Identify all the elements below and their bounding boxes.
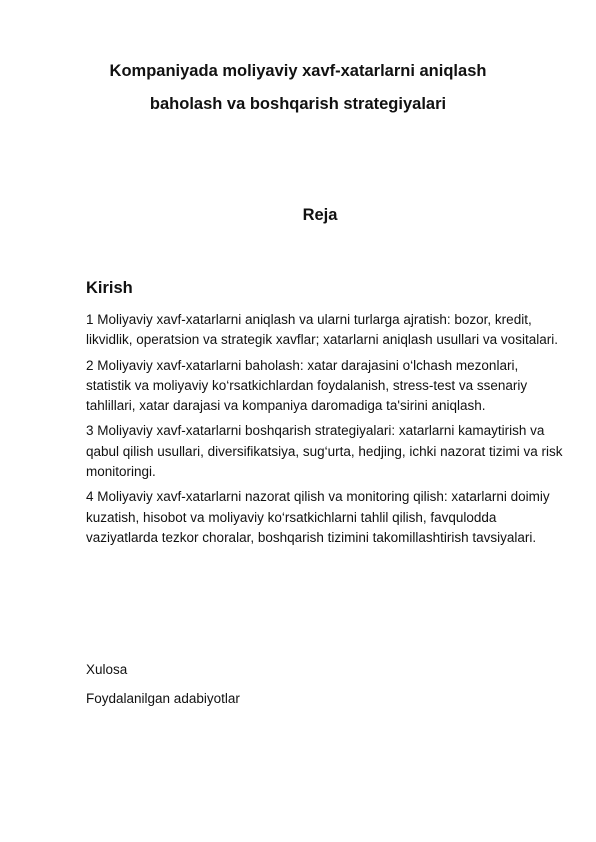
conclusion-item: Xulosa <box>86 662 128 677</box>
intro-heading: Kirish <box>86 279 133 297</box>
plan-item-3: 3 Moliyaviy xavf-xatarlarni boshqarish strategiyalari: xatarlarni kamaytirish va qabul qilish usullari, diversifikatsiya, sug‘urta, hedjing, ichki nazorat tizimi va risk monitoringi. <box>86 423 563 480</box>
plan-item-2: 2 Moliyaviy xavf-xatarlarni baholash: xatar darajasini o‘lchash mezonlari, statistik va moliyaviy ko‘rsatkichlardan foydalanish, stress-test va ssenariy tahlillari, xatar darajasi va kompaniya daromadiga ta'sirini aniqlash. <box>86 357 528 414</box>
document-title-line-2: baholash va boshqarish strategiyalari <box>149 95 447 113</box>
plan-item-list <box>86 310 564 553</box>
plan-item-1: 1 Moliyaviy xavf-xatarlarni aniqlash va ularni turlarga ajratish: bozor, kredit, likvidlik, operatsion va strategik xavflar; xatarlarni aniqlash usullari va vositalari. <box>86 312 558 348</box>
document-title-line-1: Kompaniyada moliyaviy xavf-xatarlarni aniqlash <box>109 62 487 80</box>
plan-item-4: 4 Moliyaviy xavf-xatarlarni nazorat qilish va monitoring qilish: xatarlarni doimiy kuzatish, hisobot va moliyaviy ko‘rsatkichlarni tahlil qilish, favqulodda vaziyatlarda tezkor choralar, boshqarish tizimini takomillashtirish tavsiyalari. <box>86 489 550 545</box>
plan-heading: Reja <box>302 206 338 224</box>
references-item: Foydalanilgan adabiyotlar <box>86 691 240 706</box>
